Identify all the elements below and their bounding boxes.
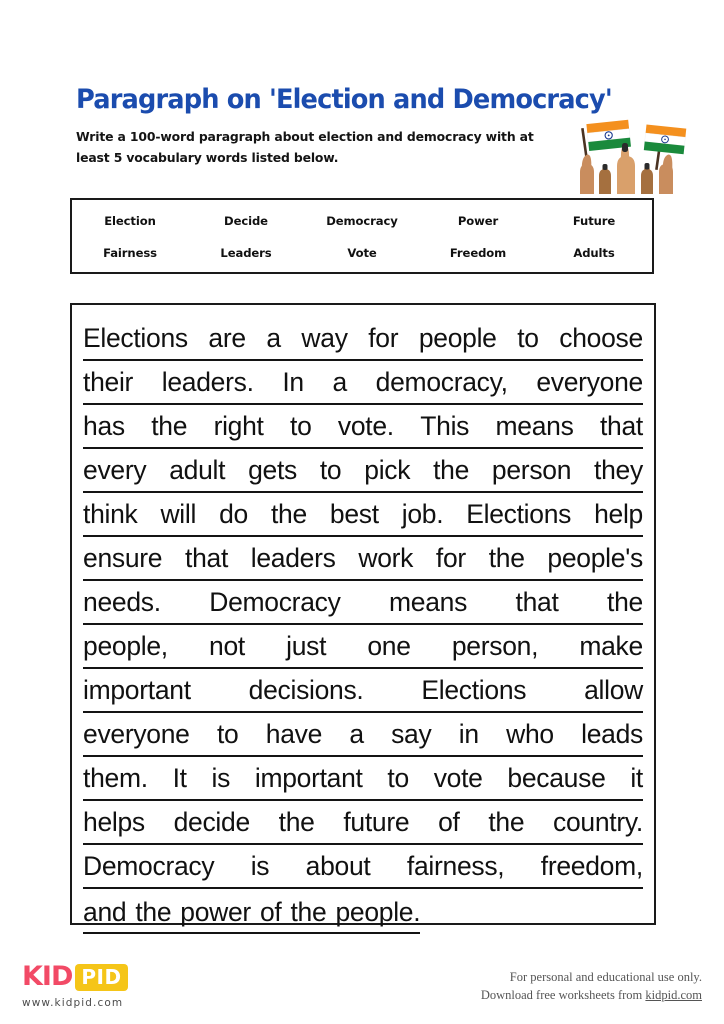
answer-word: pick: [364, 454, 411, 486]
answer-word: people: [418, 322, 497, 354]
answer-line: [83, 451, 643, 495]
answer-word: a: [266, 322, 281, 354]
answer-word: Elections: [466, 498, 572, 530]
kidpid-logo: [22, 962, 172, 1014]
vocabulary-word: Vote: [347, 246, 377, 260]
answer-word: fairness,: [406, 850, 505, 882]
footer-note-line-1: For personal and educational use only.: [509, 970, 702, 984]
vocabulary-word: Decide: [224, 214, 268, 228]
answer-word: In: [282, 366, 304, 398]
answer-word: will: [160, 498, 197, 530]
answer-line-words: [83, 847, 643, 889]
answer-word: country.: [553, 806, 643, 838]
answer-word: leads: [581, 718, 643, 750]
logo-kid-text: KID: [22, 961, 73, 992]
answer-word: freedom,: [540, 850, 643, 882]
answer-word: needs.: [83, 586, 161, 618]
logo-wordmark: [22, 962, 172, 992]
answer-line: [83, 803, 643, 847]
answer-word: ensure: [83, 542, 163, 574]
answer-word: choose: [559, 322, 643, 354]
vocabulary-word: Future: [572, 214, 616, 228]
answer-word: to: [387, 762, 409, 794]
answer-word: it: [630, 762, 643, 794]
answer-word: for: [368, 322, 399, 354]
answer-word: a: [332, 366, 347, 398]
answer-word: are: [208, 322, 246, 354]
answer-word: is: [211, 762, 231, 794]
instructions-text: Write a 100-word paragraph about election and democracy with at least 5 vocabulary words listed below.: [76, 129, 534, 165]
logo-website-url: www.kidpid.com: [22, 997, 124, 1009]
answer-word: every: [83, 454, 147, 486]
answer-word: the: [433, 454, 470, 486]
answer-word: that: [185, 542, 229, 574]
answer-word: the: [488, 806, 525, 838]
answer-word: person,: [451, 630, 539, 662]
answer-line: [83, 847, 643, 891]
answer-word: think: [83, 498, 138, 530]
answer-word: best: [329, 498, 379, 530]
answer-word: vote: [433, 762, 483, 794]
answer-line: [83, 539, 643, 583]
answer-word: who: [506, 718, 554, 750]
answer-word: the: [278, 806, 315, 838]
answer-word: work: [358, 542, 414, 574]
answer-word: right: [213, 410, 264, 442]
answer-word: just: [286, 630, 327, 662]
answer-word: has: [83, 410, 125, 442]
answer-word: that: [599, 410, 643, 442]
answer-word: important: [83, 674, 191, 706]
page-title: Paragraph on 'Election and Democracy': [76, 84, 612, 115]
answer-word: allow: [584, 674, 643, 706]
answer-word: make: [579, 630, 643, 662]
answer-word: the: [135, 896, 172, 928]
vocabulary-word: Democracy: [326, 214, 398, 228]
answer-word: to: [319, 454, 342, 486]
answer-line-words: [83, 451, 643, 493]
answer-line-words: [83, 407, 643, 449]
answer-word: Democracy: [209, 586, 341, 618]
answer-word: they: [594, 454, 643, 486]
paragraph-answer-text: [83, 319, 643, 935]
answer-word: people.: [335, 896, 421, 928]
answer-word: to: [517, 322, 539, 354]
answer-word: their: [83, 366, 134, 398]
answer-word: people's: [547, 542, 643, 574]
answer-line: [83, 583, 643, 627]
answer-word: help: [594, 498, 643, 530]
answer-line-words: [83, 363, 643, 405]
answer-word: the: [270, 498, 307, 530]
answer-line-words: [83, 803, 643, 845]
answer-word: to: [216, 718, 239, 750]
answer-word: that: [515, 586, 559, 618]
answer-line-underline: [83, 932, 420, 934]
answer-word: everyone: [536, 366, 643, 398]
answer-word: leaders: [250, 542, 336, 574]
answer-word: vote.: [337, 410, 394, 442]
vocabulary-word: Power: [457, 214, 499, 228]
answer-word: job.: [401, 498, 444, 530]
answer-line-words: [83, 495, 643, 537]
answer-word: a: [349, 718, 364, 750]
vocabulary-row-1: [72, 200, 652, 236]
answer-word: and: [83, 896, 127, 928]
answer-word: Elections: [421, 674, 527, 706]
answer-line-words: [83, 891, 643, 933]
answer-word: important: [254, 762, 363, 794]
answer-word: Elections: [83, 322, 188, 354]
hands-holding-indian-flags-icon: [566, 116, 694, 194]
answer-line: [83, 891, 643, 935]
answer-word: them.: [83, 762, 148, 794]
answer-word: because: [507, 762, 606, 794]
answer-line: [83, 627, 643, 671]
answer-word: future: [343, 806, 410, 838]
answer-word: the: [290, 896, 327, 928]
answer-word: power: [180, 896, 251, 928]
answer-word: helps: [83, 806, 145, 838]
answer-word: in: [458, 718, 479, 750]
answer-line: [83, 407, 643, 451]
logo-pid-badge: PID: [75, 964, 127, 991]
answer-word: people,: [83, 630, 168, 662]
answer-word: the: [151, 410, 188, 442]
answer-word: one: [367, 630, 411, 662]
answer-line-words: [83, 627, 643, 669]
answer-line: [83, 363, 643, 407]
answer-word: democracy,: [375, 366, 508, 398]
answer-line-words: [83, 583, 643, 625]
answer-word: about: [305, 850, 371, 882]
answer-word: This: [420, 410, 470, 442]
answer-word: the: [607, 586, 643, 618]
answer-word: decisions.: [248, 674, 364, 706]
answer-line-words: [83, 759, 643, 801]
answer-word: adult: [169, 454, 226, 486]
answer-word: It: [172, 762, 187, 794]
footer-note-prefix: Download free worksheets from: [480, 988, 646, 1002]
answer-word: for: [435, 542, 466, 574]
vocabulary-word: Leaders: [220, 246, 272, 260]
kidpid-link[interactable]: kidpid.com: [645, 988, 702, 1002]
footer-note-line-2: [402, 986, 702, 1004]
answer-word: the: [488, 542, 525, 574]
answer-line: [83, 495, 643, 539]
vocabulary-word-bank: [70, 198, 654, 274]
answer-word: is: [250, 850, 270, 882]
vocabulary-word: Fairness: [103, 246, 157, 260]
answer-word: gets: [248, 454, 297, 486]
answer-word: do: [219, 498, 248, 530]
answer-line-words: [83, 319, 643, 361]
paragraph-answer-box[interactable]: [70, 303, 656, 928]
answer-word: not: [209, 630, 245, 662]
answer-word: person: [491, 454, 572, 486]
answer-word: of: [259, 896, 282, 928]
answer-line: [83, 671, 643, 715]
footer-usage-note: [402, 968, 702, 1004]
answer-word: means: [495, 410, 574, 442]
vocabulary-row-2: [72, 236, 652, 272]
answer-word: to: [290, 410, 312, 442]
answer-line: [83, 715, 643, 759]
answer-line: [83, 759, 643, 803]
answer-word: everyone: [83, 718, 190, 750]
answer-line: [83, 319, 643, 363]
answer-word: of: [438, 806, 460, 838]
answer-line-words: [83, 539, 643, 581]
answer-line-words: [83, 671, 643, 713]
vocabulary-word: Election: [104, 214, 156, 228]
vocabulary-word: Freedom: [449, 246, 507, 260]
answer-line-words: [83, 715, 643, 757]
answer-word: decide: [173, 806, 250, 838]
answer-word: means: [389, 586, 468, 618]
answer-word: leaders.: [161, 366, 254, 398]
answer-word: have: [265, 718, 323, 750]
answer-word: say: [391, 718, 432, 750]
answer-word: way: [301, 322, 348, 354]
answer-word: Democracy: [83, 850, 215, 882]
vocabulary-word: Adults: [573, 246, 615, 260]
